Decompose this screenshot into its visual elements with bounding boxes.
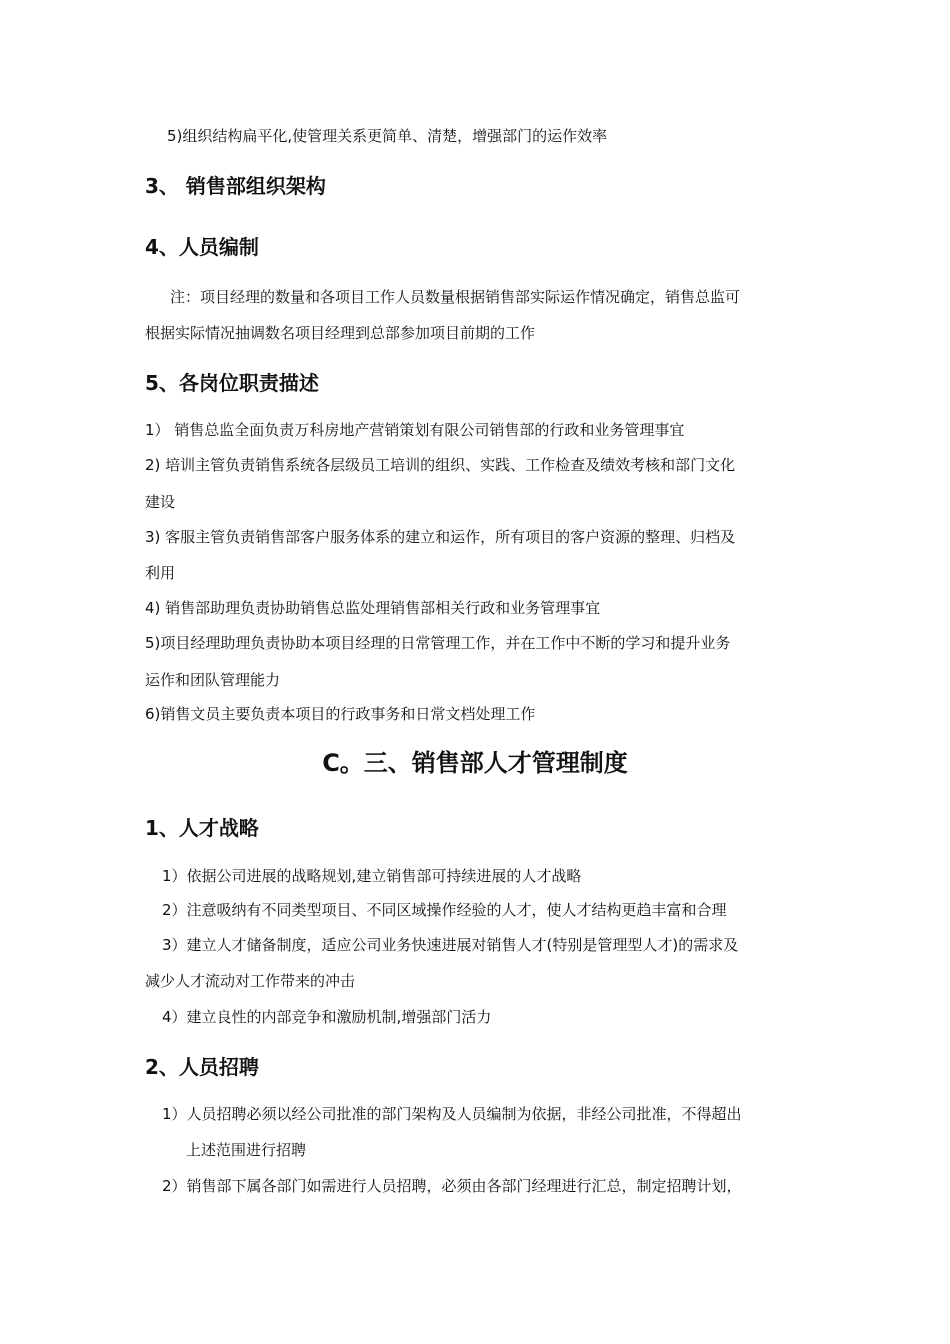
list-item: 4）建立良性的内部竞争和激励机制,增强部门活力 <box>162 1008 492 1026</box>
section-heading: 1、人才战略 <box>145 816 259 840</box>
paragraph-line: 利用 <box>145 564 176 582</box>
list-item-continuation: 上述范围进行招聘 <box>186 1141 307 1159</box>
list-item: 1）依据公司进展的战略规划,建立销售部可持续进展的人才战略 <box>162 867 582 885</box>
paragraph-line: 5)组织结构扁平化,使管理关系更简单、清楚，增强部门的运作效率 <box>167 127 608 145</box>
list-item: 2）销售部下属各部门如需进行人员招聘，必须由各部门经理进行汇总，制定招聘计划， <box>162 1177 742 1195</box>
paragraph-line: 运作和团队管理能力 <box>145 671 281 689</box>
paragraph-line: 6)销售文员主要负责本项目的行政事务和日常文档处理工作 <box>145 705 536 723</box>
list-item: 2）注意吸纳有不同类型项目、不同区域操作经验的人才，使人才结构更趋丰富和合理 <box>162 901 727 919</box>
paragraph-line: 4) 销售部助理负责协助销售总监处理销售部相关行政和业务管理事宜 <box>145 599 601 617</box>
section-heading: 3、 销售部组织架构 <box>145 174 326 198</box>
list-item: 3）建立人才储备制度，适应公司业务快速进展对销售人才(特别是管理型人才)的需求及 <box>162 936 739 954</box>
section-heading: 4、人员编制 <box>145 235 259 259</box>
paragraph-line: 根据实际情况抽调数名项目经理到总部参加项目前期的工作 <box>145 324 536 342</box>
paragraph-line: 2) 培训主管负责销售系统各层级员工培训的组织、实践、工作检查及绩效考核和部门文化 <box>145 456 736 474</box>
paragraph-line: 注：项目经理的数量和各项目工作人员数量根据销售部实际运作情况确定，销售总监可 <box>170 288 741 306</box>
paragraph-line: 3) 客服主管负责销售部客户服务体系的建立和运作，所有项目的客户资源的整理、归档及 <box>145 528 736 546</box>
paragraph-line: 5)项目经理助理负责协助本项目经理的日常管理工作，并在工作中不断的学习和提升业务 <box>145 634 731 652</box>
list-item: 1）人员招聘必须以经公司批准的部门架构及人员编制为依据，非经公司批准，不得超出 <box>162 1105 742 1123</box>
section-heading: 5、各岗位职责描述 <box>145 371 319 395</box>
chapter-title: C。三、销售部人才管理制度 <box>322 749 628 777</box>
paragraph-line: 1） 销售总监全面负责万科房地产营销策划有限公司销售部的行政和业务管理事宜 <box>145 421 685 439</box>
section-heading: 2、人员招聘 <box>145 1055 259 1079</box>
list-item-continuation: 减少人才流动对工作带来的冲击 <box>145 972 356 990</box>
paragraph-line: 建设 <box>145 493 176 511</box>
